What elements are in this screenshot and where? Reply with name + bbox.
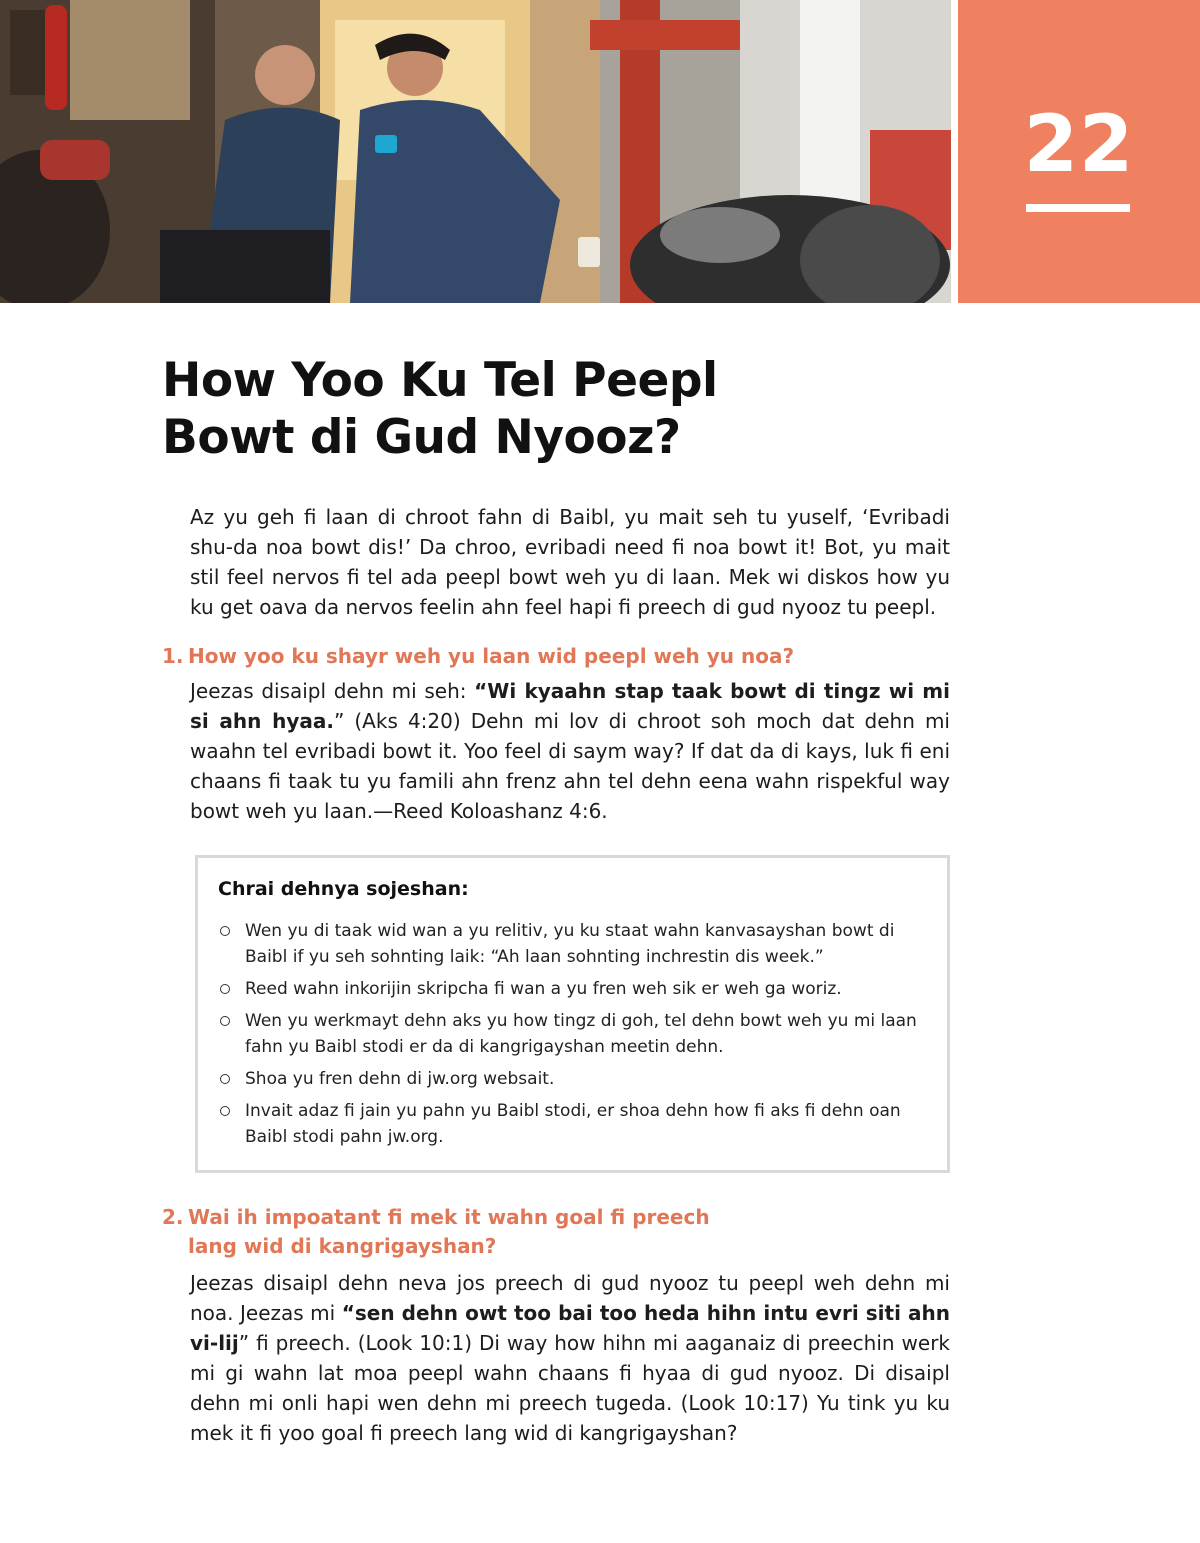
suggestion-item: [218, 918, 918, 970]
suggestion-item: [218, 1008, 918, 1060]
title-line-2: Bowt di Gud Nyooz?: [162, 410, 681, 465]
page-title: [162, 352, 942, 466]
section-2-heading-line-1: Wai ih impoatant fi mek it wahn goal fi preech: [188, 1205, 710, 1229]
chapter-rule: [1026, 204, 1130, 212]
suggestion-text: Wen yu di taak wid wan a yu relitiv, yu ku staat wahn kanvasayshan bowt di Baibl if yu seh sohnting laik: “Ah laan sohnting inchrestin dis week.”: [245, 921, 895, 967]
suggestion-text: Invait adaz fi jain yu pahn yu Baibl stodi, er shoa dehn how fi aks fi dehn oan Baibl stodi pahn jw.org.: [245, 1101, 901, 1147]
header-photo: [0, 0, 951, 303]
section-2-number: 2.: [162, 1205, 184, 1229]
section-2-para-start: Jeezas disaipl dehn neva jos preech di gud nyooz tu peepl weh dehn mi noa. Jeezas mi: [190, 1271, 950, 1325]
circle-bullet-icon: [220, 926, 230, 936]
circle-bullet-icon: [220, 1074, 230, 1084]
suggestion-text: Reed wahn inkorijin skripcha fi wan a yu fren weh sik er weh ga woriz.: [245, 979, 842, 999]
suggestion-item: [218, 976, 918, 1002]
circle-bullet-icon: [220, 1106, 230, 1116]
intro-paragraph: Az yu geh fi laan di chroot fahn di Baibl, yu mait seh tu yuself, ‘Evribadi shu-da noa bowt dis!’ Da chroo, evribadi need fi noa bowt it! Bot, yu mait stil feel nervos fi tel ada peepl bowt weh yu di laan. Mek wi diskos how yu ku get oava da nervos feelin ahn feel hapi fi preech di gud nyooz tu peepl.: [190, 505, 950, 619]
section-1-heading-text: How yoo ku shayr weh yu laan wid peepl weh yu noa?: [188, 644, 795, 668]
section-1-quote: “Wi kyaahn stap taak bowt di tingz wi mi si ahn hyaa.: [190, 679, 950, 733]
section-1-para-rest: ” (Aks 4:20) Dehn mi lov di chroot soh moch dat dehn mi waahn tel evribadi bowt it. Yoo feel di saym way? If dat da di kays, luk fi eni chaans fi taak tu yu famili ahn frenz ahn tel dehn eena wahn rispekful way bowt weh yu laan.—Reed Koloashanz 4:6.: [190, 709, 950, 823]
chapter-number: 22: [1023, 100, 1135, 190]
section-1-number: 1.: [162, 644, 184, 668]
section-2-quote: “sen dehn owt too bai too heda hihn intu evri siti ahn vi-lij: [190, 1301, 951, 1355]
section-1-heading: [162, 642, 922, 671]
section-2-heading-line-2: lang wid di kangrigayshan?: [188, 1234, 497, 1258]
section-2-para-rest: ” fi preech. (Look 10:1) Di way how hihn mi aaganaiz di preechin werk mi gi wahn lat moa peepl wahn chaans fi hyaa di gud nyooz. Di disaipl dehn mi onli hapi wen dehn mi preech tugeda. (Look 10:17) Yu tink yu ku mek it fi yoo goal fi preech lang wid di kangrigayshan?: [190, 1331, 950, 1445]
chapter-badge: [958, 0, 1200, 303]
suggestion-item: [218, 1098, 918, 1150]
circle-bullet-icon: [220, 984, 230, 994]
title-line-1: How Yoo Ku Tel Peepl: [162, 353, 718, 408]
section-1-paragraph: [190, 676, 950, 826]
circle-bullet-icon: [220, 1016, 230, 1026]
section-2-heading: [162, 1203, 922, 1261]
suggestion-box: [195, 855, 950, 1173]
section-1-para-start: Jeezas disaipl dehn mi seh:: [190, 679, 475, 703]
section-2-paragraph: [190, 1268, 950, 1448]
suggestion-list: [218, 918, 918, 1156]
suggestion-text: Wen yu werkmayt dehn aks yu how tingz di goh, tel dehn bowt weh yu mi laan fahn yu Baibl stodi er da di kangrigayshan meetin dehn.: [245, 1011, 917, 1057]
suggestion-text: Shoa yu fren dehn di jw.org websait.: [245, 1069, 555, 1089]
suggestion-box-title: Chrai dehnya sojeshan:: [218, 878, 469, 900]
suggestion-item: [218, 1066, 918, 1092]
garage-scene-illustration: [0, 0, 951, 303]
